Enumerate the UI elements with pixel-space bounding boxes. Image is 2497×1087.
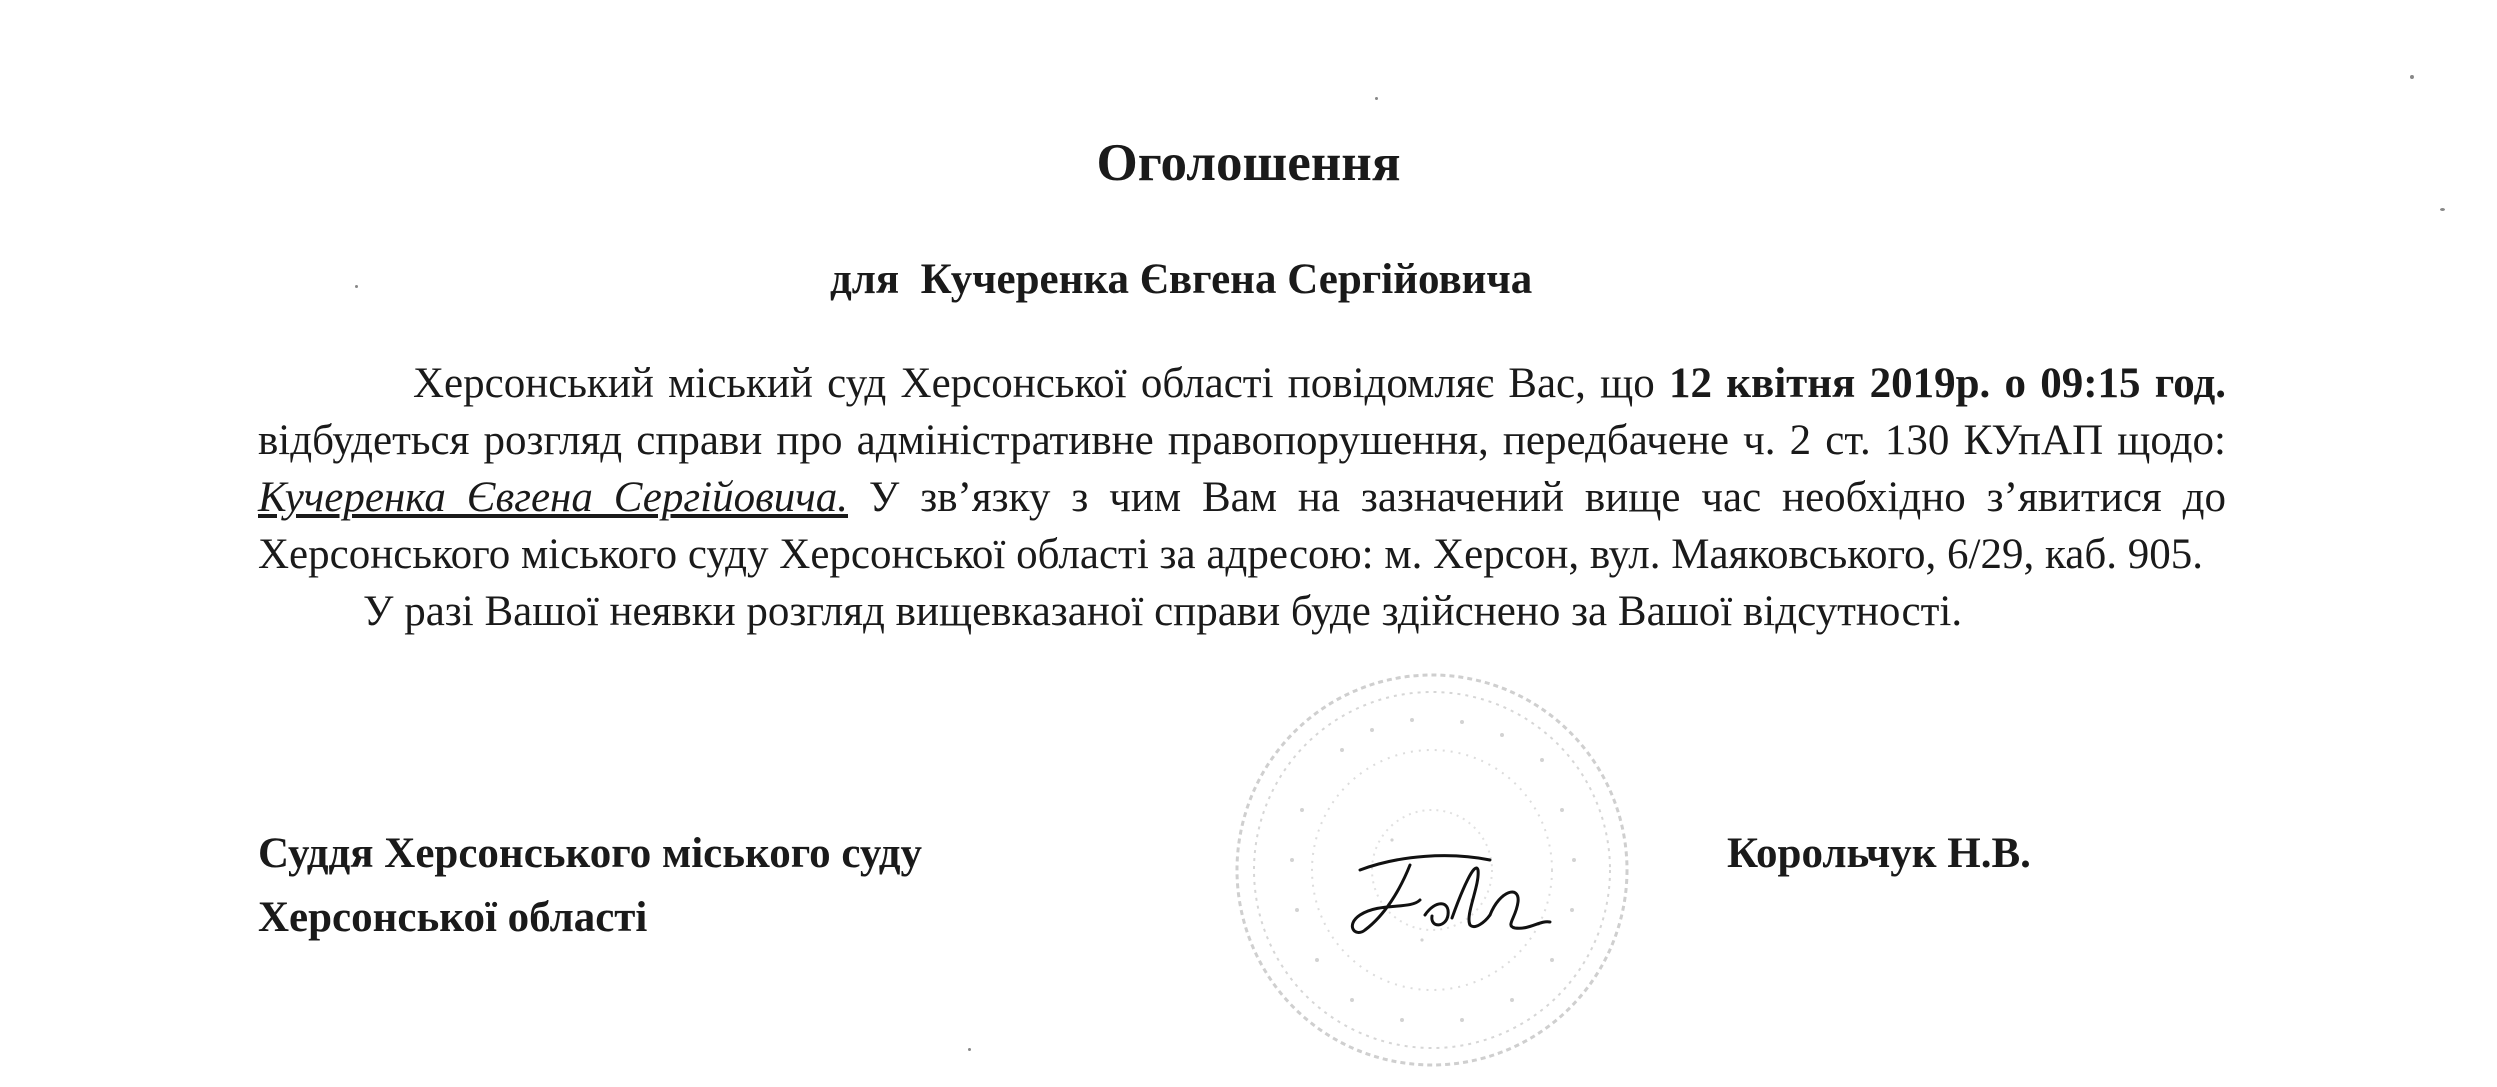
document-body [258, 355, 2226, 640]
judge-name: Корольчук Н.В. [1727, 830, 2031, 877]
paragraph-notice-part2: відбудеться розгляд справи про адміністративне правопорушення, передбачене ч. 2 ст. 130 КУпАП щодо: [258, 417, 2226, 464]
document-title: Оголошення [1096, 134, 1401, 192]
paragraph-notice [258, 355, 2226, 583]
document-recipient: для Кучеренка Євгена Сергійовича [830, 256, 1533, 303]
scan-speck [2410, 75, 2414, 79]
scan-speck [2440, 208, 2445, 211]
scan-speck [355, 285, 358, 288]
paragraph-notice-part3: У зв’язку з чим Вам на зазначений вище час необхідно з’явитися до Херсонського міського суду Херсонської області за адресою: м. Херсон, вул. Маяковського, 6/29, каб. 905. [258, 474, 2226, 578]
judge-position-line1: Суддя Херсонського міського суду [258, 830, 922, 877]
scan-speck [968, 1048, 971, 1051]
judge-position-line2: Херсонської області [258, 894, 648, 941]
paragraph-absence: У разі Вашої неявки розгляд вищевказаної справи буде здійснено за Вашої відсутності. [363, 588, 1963, 635]
judge-signature [1340, 830, 1560, 950]
defendant-name: Кучеренка Євгена Сергійовича. [258, 474, 848, 521]
judge-position [258, 822, 922, 950]
paragraph-notice-part1: Херсонський міський суд Херсонської області повідомляє Вас, що [413, 360, 1669, 407]
hearing-datetime: 12 квітня 2019р. о 09:15 год. [1668, 360, 2227, 407]
scan-speck [1375, 97, 1378, 100]
